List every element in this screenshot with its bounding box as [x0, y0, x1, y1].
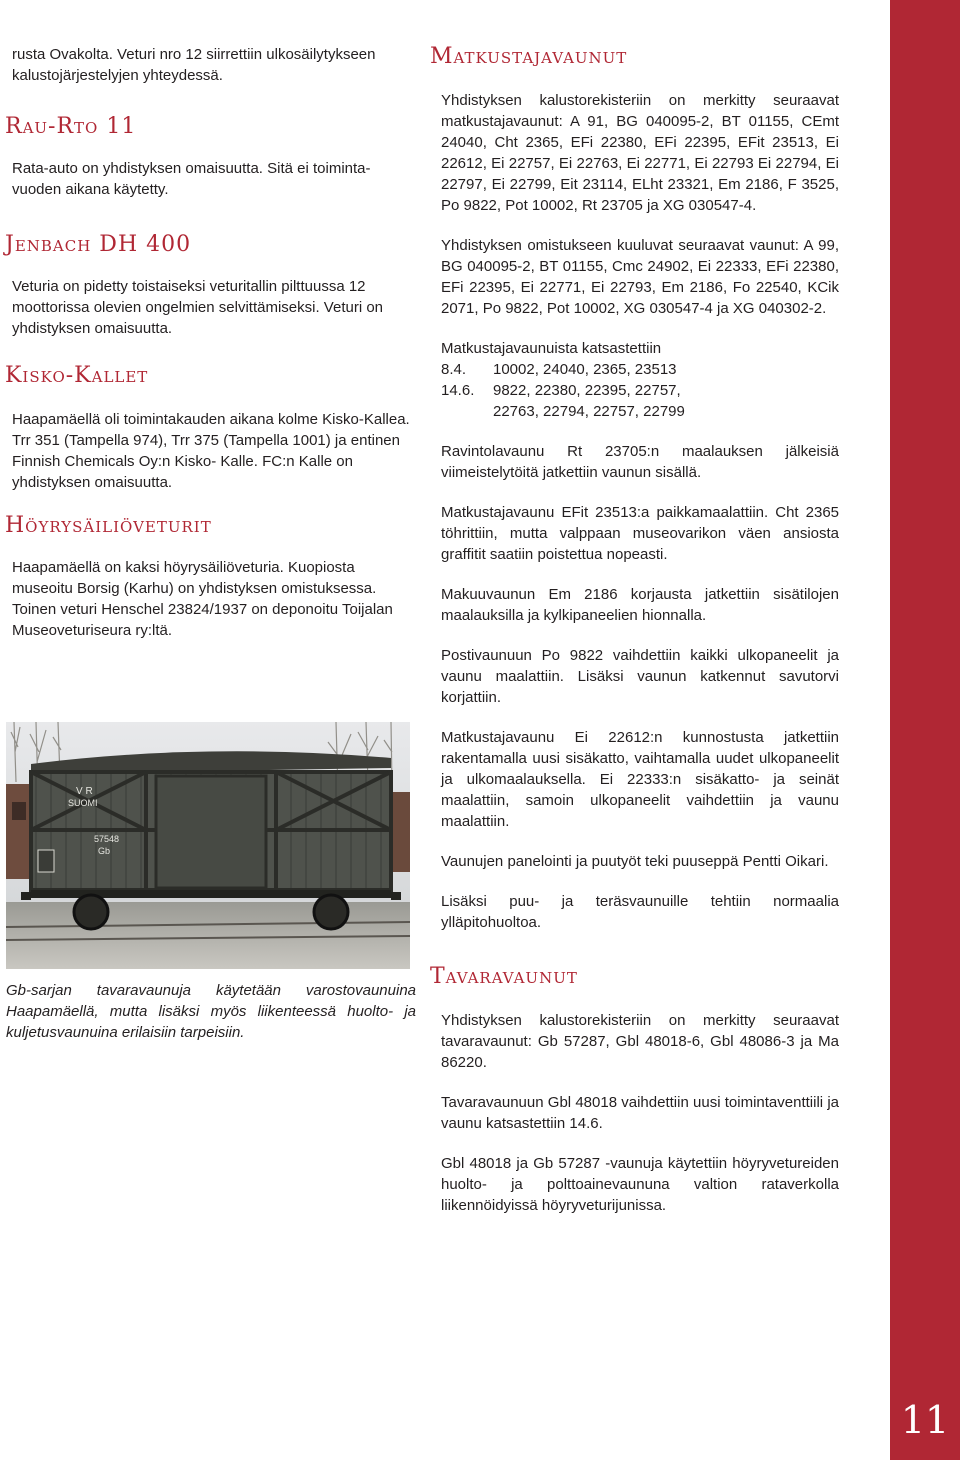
postivaunu-text: Postivaunuun Po 9822 vaihdettiin kaikki ulkopaneelit ja vaunu maalattiin. Lisäksi vaunun katkennut savutorvi korjattiin. — [441, 647, 839, 706]
heading-hoyrysailioveturit: Höyrysäiliöveturit — [5, 513, 212, 538]
inspection-date: 14.6. — [441, 382, 475, 399]
inspection-title: Matkustajavaunuista katsastettiin — [441, 340, 662, 357]
photo-caption: Gb-sarjan tavaravaunuja käytetään varostovaunuina Haapamäellä, mutta lisäksi myös liikenteessä huolto- ja kuljetusvaunuina erilaisiin tarpeisiin. — [6, 982, 416, 1041]
ei-22612-text: Matkustajavaunu Ei 22612:n kunnostusta jatkettiin rakentamalla uusi sisäkatto, vaihtamalla uudet ulkopaneelit ja ulkomaalauksella. Ei 22333:n sisäkatto- ja seinät maalattiin, samoin ulkopaneelit vaihdettiin ja vaunu maalattiin. — [441, 729, 839, 830]
wagon-marking-suomi: SUOMI — [68, 798, 98, 808]
inspection-row — [441, 401, 839, 422]
heading-rau-rto: Rau-Rto 11 — [5, 114, 137, 139]
inspection-wagons: 10002, 24040, 2365, 23513 — [493, 361, 677, 378]
tav-registry-text: Yhdistyksen kalustorekisteriin on merkitty seuraavat tavaravaunut: Gb 57287, Gbl 48018-6, Gbl 48086-3 ja Ma 86220. — [441, 1012, 839, 1071]
hoyrysailioveturit-text: Haapamäellä on kaksi höyrysäiliöveturia. Kuopiosta museoitu Borsig (Karhu) on yhdistyksen omistuksessa. Toinen veturi Henschel 23824/1937 on deponoitu Toijalan Museoveturiseura ry:ltä. — [12, 559, 393, 639]
inspection-wagons: 22763, 22794, 22757, 22799 — [493, 403, 685, 420]
panelointi-text: Vaunujen panelointi ja puutyöt teki puuseppä Pentti Oikari. — [441, 853, 829, 870]
matk-owned-text: Yhdistyksen omistukseen kuuluvat seuraavat vaunut: A 99, BG 040095-2, BT 01155, Cmc 24902, Ei 22333, EFi 22380, EFi 22395, Ei 22771, Ei 22793, Em 2186, Fo 22540, KCik 2071, Po 9822, Pot 10002, XG 030547-4 ja XG 040302-2. — [441, 237, 839, 317]
heading-kisko-kallet: Kisko-Kallet — [5, 363, 149, 388]
makuuvaunu-text: Makuuvaunun Em 2186 korjausta jatkettiin sisätilojen maalauksilla ja kylkipaneelien hionnalla. — [441, 586, 839, 624]
inspection-row — [441, 359, 839, 380]
efit-text: Matkustajavaunu EFit 23513:a paikkamaalattiin. Cht 2365 töhrittiin, mutta valppaan museovarikon väen ansiosta graffitit saatiin poistettua nopeasti. — [441, 504, 839, 563]
inspection-date: 8.4. — [441, 361, 467, 378]
left-column — [5, 44, 412, 641]
right-column — [430, 44, 839, 1216]
heading-tavaravaunut: Tavaravaunut — [430, 964, 578, 989]
ravintolavaunu-text: Ravintolavaunu Rt 23705:n maalauksen jälkeisiä viimeistelytöitä jatkettiin vaunun sisällä. — [441, 443, 839, 481]
wagon-marking-number: 57548 — [94, 834, 120, 844]
freight-wagon-photo — [6, 722, 410, 969]
rau-rto-text: Rata-auto on yhdistyksen omaisuutta. Sitä ei toiminta- vuoden aikana käytetty. — [12, 160, 371, 198]
wagon-marking-vr: V R — [76, 786, 93, 797]
heading-jenbach: Jenbach DH 400 — [5, 232, 192, 257]
jenbach-text: Veturia on pidetty toistaiseksi veturitallin pilttuussa 12 moottorissa olevien ongelmien selvittämiseksi. Veturi on yhdistyksen omaisuutta. — [12, 278, 384, 337]
intro-text: rusta Ovakolta. Veturi nro 12 siirrettiin ulkosäilytykseen kalustojärjestelyjen yhteydessä. — [12, 46, 376, 84]
inspection-list — [441, 338, 839, 422]
kisko-kallet-text: Haapamäellä oli toimintakauden aikana kolme Kisko-Kallea. Trr 351 (Tampella 974), Trr 375 (Tampella 1001) ja entinen Finnish Chemicals Oy:n Kisko- Kalle. FC:n Kalle on yhdistyksen omaisuutta. — [12, 411, 410, 491]
inspection-wagons: 9822, 22380, 22395, 22757, — [493, 382, 681, 399]
heading-matkustajavaunut: Matkustajavaunut — [430, 44, 628, 69]
gbl-usage-text: Gbl 48018 ja Gb 57287 -vaunuja käytettiin höyryvetureiden huolto- ja polttoainevaununa valtion rataverkolla liikennöidyissä höyryveturijunissa. — [441, 1155, 839, 1214]
wagon-marking-code: Gb — [98, 846, 111, 856]
side-color-band — [890, 0, 960, 1460]
yllapito-text: Lisäksi puu- ja teräsvaunuille tehtiin normaalia ylläpitohuoltoa. — [441, 893, 839, 931]
inspection-row — [441, 380, 839, 401]
matk-registry-text: Yhdistyksen kalustorekisteriin on merkitty seuraavat matkustajavaunut: A 91, BG 040095-2, BT 01155, CEmt 24040, Cht 2365, EFi 22380, EFi 22395, EFit 23513, Ei 22612, Ei 22757, Ei 22763, Ei 22771, Ei 22793 Ei 22794, Ei 22797, Ei 22799, Eit 23114, ELht 23321, Em 2186, F 3525, Po 9822, Pot 10002, Rt 23705 ja XG 030547-4. — [441, 92, 839, 214]
page-number: 11 — [900, 1398, 950, 1442]
gbl-valve-text: Tavaravaunuun Gbl 48018 vaihdettiin uusi toimintaventtiili ja vaunu katsastettiin 14.6. — [441, 1094, 839, 1132]
